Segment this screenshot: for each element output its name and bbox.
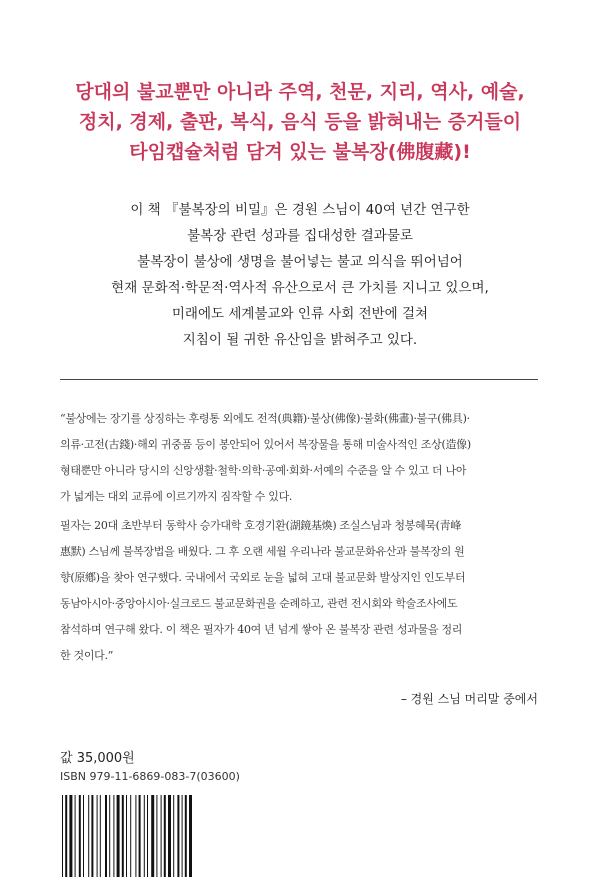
barcode-bar — [100, 795, 101, 877]
barcode-bar — [65, 795, 67, 877]
excerpt-line: 동남아시아·중앙아시아·실크로드 불교문화권을 순례하고, 관련 전시회와 학술조사에도 — [60, 597, 458, 610]
barcode-bar — [75, 795, 76, 877]
barcode-bar — [117, 795, 120, 877]
isbn-label: ISBN 979-11-6869-083-7(03600) — [60, 770, 240, 783]
excerpt-line: 필자는 20대 초반부터 동학사 승가대학 호경기환(湖鏡基煥) 조실스님과 청봉혜묵(靑峰 — [60, 519, 462, 532]
barcode-bar — [83, 795, 84, 877]
excerpt-line: 한 것이다.” — [60, 649, 114, 662]
barcode-bar — [88, 795, 89, 877]
summary-line: 현재 문화적·학문적·역사적 유산으로서 큰 가치를 지니고 있으며, — [111, 280, 489, 296]
barcode-bar — [182, 795, 183, 877]
barcode-bar — [139, 795, 141, 877]
barcode-bar — [122, 795, 124, 877]
summary-block — [40, 197, 560, 353]
barcode-bar — [156, 795, 157, 877]
price-label: 값 35,000원 — [60, 751, 135, 766]
excerpt-line: 가 넓게는 대외 교류에 이르기까지 짐작할 수 있다. — [60, 490, 293, 503]
barcode-bar — [109, 795, 110, 877]
barcode-bar — [91, 795, 93, 877]
excerpt-line: 惠默) 스님께 불복장법을 배웠다. 그 후 오랜 세월 우리나라 불교문화유산과 불복장의 원 — [60, 545, 465, 558]
excerpt-line: “불상에는 장기를 상징하는 후령통 외에도 전적(典籍)·불상(佛像)·불화(佛畫)·불구(佛具)· — [60, 412, 470, 425]
summary-line: 미래에도 세계불교와 인류 사회 전반에 걸쳐 — [171, 306, 429, 322]
barcode-bar — [161, 795, 162, 877]
barcode-graphic — [60, 795, 234, 877]
barcode-bar — [62, 795, 63, 877]
barcode-bar — [177, 795, 179, 877]
summary-line: 불복장 관련 성과를 집대성한 결과물로 — [187, 228, 413, 244]
headline-line: 타임캡슐처럼 담겨 있는 불복장(佛腹藏)! — [129, 141, 471, 163]
barcode-bar — [173, 795, 174, 877]
barcode-bar — [97, 795, 98, 877]
headline — [40, 77, 560, 167]
headline-line: 정치, 경제, 출판, 복식, 음식 등을 밝혀내는 증거들이 — [78, 111, 522, 133]
barcode-bar — [189, 795, 192, 877]
barcode-bar — [113, 795, 114, 877]
barcode-bar — [135, 795, 136, 877]
summary-line: 이 책 『불복장의 비밀』은 경원 스님이 40여 년간 연구한 — [130, 202, 470, 218]
excerpt-line: 향(原鄕)을 찾아 연구했다. 국내에서 국외로 눈을 넓혀 고대 불교문화 발상지인 인도부터 — [60, 571, 466, 584]
barcode-bar — [185, 795, 187, 877]
excerpt-attribution: – 경원 스님 머리말 중에서 — [400, 692, 538, 706]
excerpt-line: 의류·고전(古錢)·해외 귀중품 등이 봉안되어 있어서 복장물을 통해 미술사적인 조상(造像) — [60, 438, 471, 451]
excerpt-line: 형태뿐만 아니라 당시의 신앙생활·철학·의학·공예·회화·서예의 수준을 알 수 있고 더 나아 — [60, 464, 467, 477]
summary-line: 불복장이 불상에 생명을 불어넣는 불교 의식을 뛰어넘어 — [137, 254, 463, 270]
barcode-bar — [168, 795, 171, 877]
barcode-bar — [69, 795, 72, 877]
excerpt-line: 참석하며 연구해 왔다. 이 책은 필자가 40여 년 넘게 쌓아 온 불복장 관련 성과물을 정리 — [60, 623, 463, 636]
summary-line: 지침이 될 귀한 유산임을 밝혀주고 있다. — [182, 332, 418, 348]
barcode-bar — [151, 795, 154, 877]
headline-line: 당대의 불교뿐만 아니라 주역, 천문, 지리, 역사, 예술, — [75, 81, 525, 103]
barcode-bar — [126, 795, 127, 877]
excerpt-paragraph-1 — [60, 406, 538, 510]
section-divider — [60, 379, 538, 380]
excerpt-paragraph-2 — [60, 513, 538, 669]
barcode-bar — [164, 795, 166, 877]
barcode-bar — [147, 795, 148, 877]
barcode-bar — [79, 795, 81, 877]
barcode-bar — [144, 795, 145, 877]
barcode-bar — [130, 795, 131, 877]
barcode — [60, 795, 234, 877]
barcode-bar — [105, 795, 107, 877]
